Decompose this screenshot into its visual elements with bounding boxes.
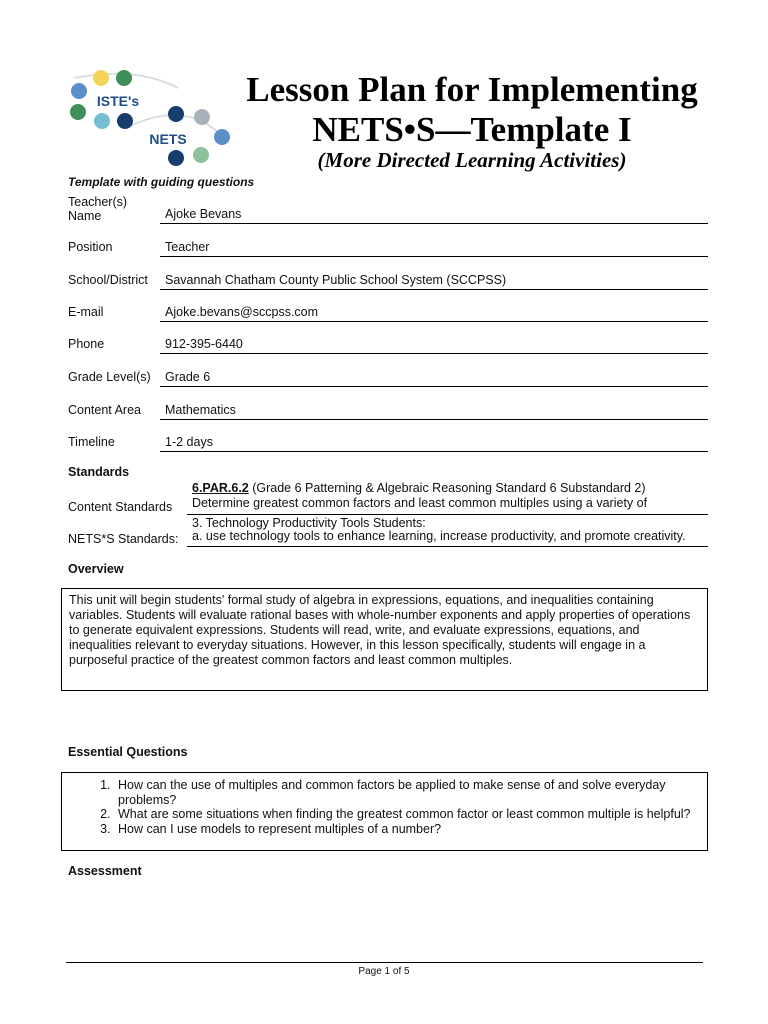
school-field[interactable]: Savannah Chatham County Public School System (SCCPSS) — [160, 273, 708, 290]
teacher-label-line1: Teacher(s) — [68, 195, 128, 209]
logo-dot-icon — [194, 109, 210, 125]
list-item: 3. How can I use models to represent multiples of a number? — [114, 822, 697, 837]
content-standard-desc: (Grade 6 Patterning & Algebraic Reasoning Standard 6 Substandard 2) — [248, 481, 646, 495]
nets-standards-label: NETS*S Standards: — [68, 532, 179, 546]
essential-questions-list — [72, 778, 697, 836]
logo-dot-icon — [117, 113, 133, 129]
content-standard-line1 — [192, 481, 646, 495]
position-field[interactable]: Teacher — [160, 240, 708, 257]
logo-dot-icon — [193, 147, 209, 163]
timeline-label: Timeline — [68, 435, 115, 449]
logo-dot-icon — [93, 70, 109, 86]
grade-label: Grade Level(s) — [68, 370, 151, 384]
essential-questions-box[interactable] — [61, 772, 708, 851]
list-item: 2. What are some situations when finding the greatest common factor or least common multiple is helpful? — [114, 807, 697, 822]
essential-questions-heading: Essential Questions — [68, 745, 188, 759]
school-label: School/District — [68, 273, 148, 287]
phone-field[interactable]: 912-395-6440 — [160, 337, 708, 354]
overview-heading: Overview — [68, 562, 124, 576]
nets-standard-line1[interactable]: 3. Technology Productivity Tools Students: — [192, 516, 426, 530]
overview-text-box[interactable] — [61, 588, 708, 691]
list-item: 1. How can the use of multiples and common factors be applied to make sense of and solve everyday problems? — [114, 778, 697, 807]
timeline-field[interactable]: 1-2 days — [160, 435, 708, 452]
title-line-1: Lesson Plan for Implementing — [246, 70, 698, 109]
standards-heading: Standards — [68, 465, 130, 479]
logo-dot-icon — [168, 150, 184, 166]
teacher-name-field[interactable]: Ajoke Bevans — [160, 207, 708, 224]
nets-standard-line2[interactable]: a. use technology tools to enhance learning, increase productivity, and promote creativity. — [192, 529, 686, 543]
logo-dot-icon — [71, 83, 87, 99]
position-label: Position — [68, 240, 113, 254]
page-number: Page 1 of 5 — [358, 966, 410, 977]
teacher-label-line2: Name — [68, 209, 102, 223]
content-standards-label: Content Standards — [68, 500, 173, 514]
nets-standard-rule — [187, 546, 708, 547]
iste-nets-logo — [66, 68, 232, 172]
email-field[interactable]: Ajoke.bevans@sccpss.com — [160, 305, 708, 322]
svg-text:NETS: NETS — [149, 131, 187, 147]
guiding-label: Template with guiding questions — [68, 175, 255, 189]
logo-dot-icon — [214, 129, 230, 145]
subtitle: (More Directed Learning Activities) — [317, 148, 627, 172]
overview-text: This unit will begin students' formal study of algebra in expressions, equations, and inequalities containing variables. Students will evaluate rational bases with whole-number exponents and apply properties of operations to generate equivalent expressions. Students will read, write, and evaluate expressions, equations, and inequalities relevant to everyday situations. However, in this lesson specifically, students will engage in a purposeful practice of the greatest common factors and least common multiples. — [69, 593, 691, 667]
content-standard-rule — [187, 514, 708, 515]
logo-dot-icon — [168, 106, 184, 122]
assessment-heading: Assessment — [68, 864, 142, 878]
email-label: E-mail — [68, 305, 104, 319]
content-standard-code: 6.PAR.6.2 — [192, 481, 249, 495]
logo-dot-icon — [116, 70, 132, 86]
content-standard-line2[interactable]: Determine greatest common factors and least common multiples using a variety of — [192, 496, 648, 510]
grade-field[interactable]: Grade 6 — [160, 370, 708, 387]
content-area-label: Content Area — [68, 403, 141, 417]
title-line-2: NETS•S—Template I — [312, 110, 632, 149]
footer-divider — [66, 962, 703, 963]
logo-dot-icon — [94, 113, 110, 129]
logo-dot-icon — [70, 104, 86, 120]
svg-text:ISTE's: ISTE's — [96, 93, 140, 109]
teacher-label — [68, 195, 127, 223]
content-area-field[interactable]: Mathematics — [160, 403, 708, 420]
phone-label: Phone — [68, 337, 105, 351]
